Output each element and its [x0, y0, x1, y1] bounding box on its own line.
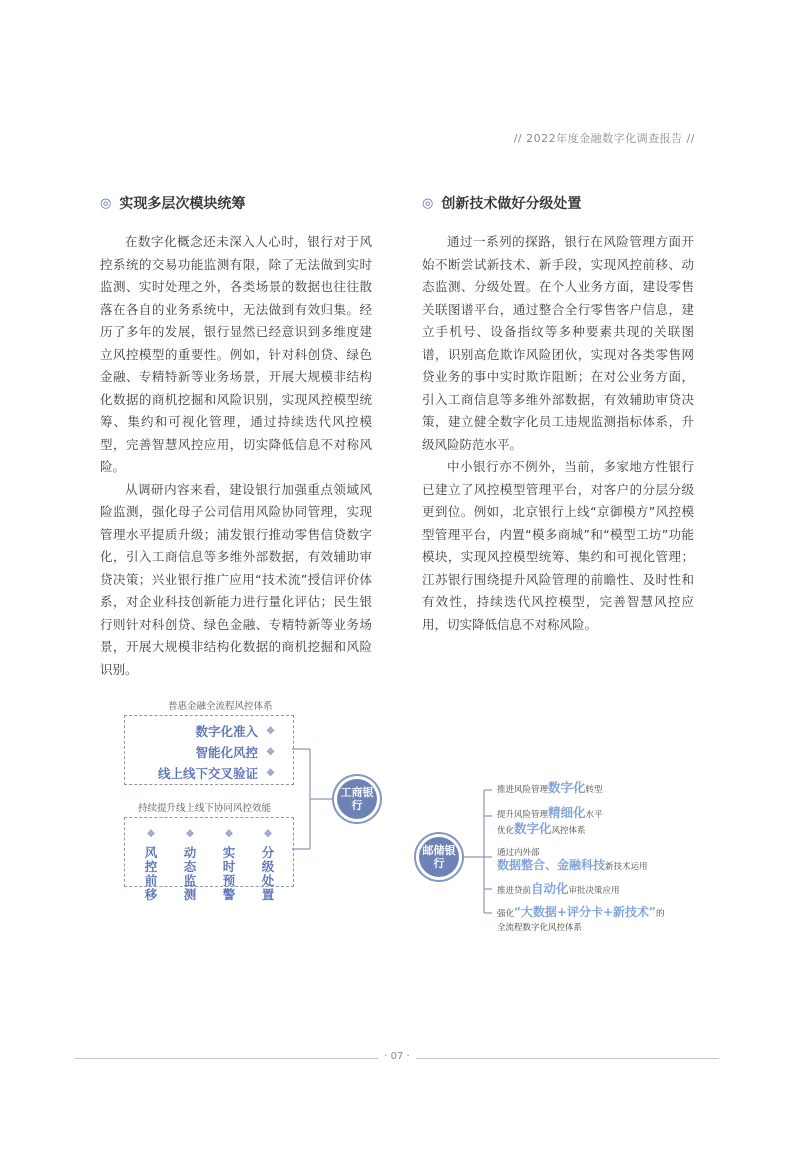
report-header: // 2022年度金融数字化调查报告 // — [513, 132, 695, 145]
footer-rule-right — [416, 1058, 719, 1059]
diamond-icon: ❖ — [224, 829, 234, 840]
psbc-item-3: 优化数字化风控体系 — [497, 821, 586, 836]
diamond-icon: ❖ — [263, 829, 273, 840]
icbc-top-label: 普惠金融全流程风控体系 — [168, 701, 273, 712]
psbc-item-8: 全流程数字化风控体系 — [497, 923, 583, 933]
psbc-item-2: 提升风险管理精细化水平 — [497, 805, 603, 820]
icbc-bottom-item-2: ❖ 动态监测 — [183, 829, 197, 902]
icbc-top-item-3: 线上线下交叉验证 ❖ — [158, 766, 275, 781]
left-paragraph-1: 在数字化概念还未深入人心时，银行对于风控系统的交易功能监测有限，除了无法做到实时监测、实时处理之外，各类场景的数据也往往散落在各自的业务系统中，无法做到有效归集。经历了多年的发展，银行显然已经意识到多维度建立风控模型的重要性。例如，针对科创贷、绿色金融、专精特新等业务场景，开展大规模非结构化数据的商机挖掘和风险识别，实现风控模型统筹、集约和可视化管理，通过持续迭代风控模型，完善智慧风控应用，切实降低信息不对称风险。 — [100, 234, 372, 474]
psbc-badge: 邮储银行 — [419, 837, 459, 877]
icbc-badge: 工商银行 — [337, 779, 377, 819]
icbc-top-box — [124, 715, 294, 785]
diamond-icon: ❖ — [266, 746, 275, 758]
icbc-bottom-item-4: ❖ 分级处置 — [261, 829, 275, 902]
page-number: · 07 · — [384, 1051, 410, 1062]
left-paragraph-2: 从调研内容来看，建设银行加强重点领域风险监测，强化母子公司信用风险协同管理，实现管理水平提质升级；浦发银行推动零售信贷数字化，引入工商信息等多维外部数据，有效辅助审贷决策；兴业银行推广应用“技术流”授信评价体系，对企业科技创新能力进行量化评估；民生银行则针对科创贷、绿色金融、专精特新等业务场景，开展大规模非结构化数据的商机挖掘和风险识别。 — [100, 481, 372, 677]
right-section-title: ◎ 创新技术做好分级处置 — [422, 195, 582, 212]
right-paragraph-1: 通过一系列的探路，银行在风险管理方面开始不断尝试新技术、新手段，实现风控前移、动态监测、分级处置。在个人业务方面，建设零售关联图谱平台，通过整合全行零售客户信息，建立手机号、设备指纹等多种要素共现的关联图谱，识别高危欺诈风险团伙，实现对各类零售网贷业务的事中实时欺诈阻断；在对公业务方面，引入工商信息等多维外部数据，有效辅助审贷决策，建立健全数字化员工违规监测指标体系，升级风险防范水平。 — [422, 234, 694, 452]
bullseye-icon: ◎ — [422, 195, 434, 211]
psbc-item-6: 推进贷前自动化审批决策应用 — [497, 881, 620, 896]
icbc-top-item-2: 智能化风控 ❖ — [195, 745, 275, 760]
icbc-bottom-label: 持续提升线上线下协同风控效能 — [138, 803, 272, 814]
footer-rule-left — [75, 1058, 378, 1059]
psbc-item-5: 数据整合、金融科技新技术运用 — [497, 858, 648, 872]
psbc-item-7: 强化“大数据+评分卡+新技术”的 — [497, 905, 665, 919]
psbc-item-1: 推进风险管理数字化转型 — [497, 780, 603, 795]
icbc-bottom-item-3: ❖ 实时预警 — [222, 829, 236, 902]
diamond-icon: ❖ — [266, 725, 275, 737]
left-section-title: ◎ 实现多层次模块统筹 — [100, 195, 246, 212]
icbc-bottom-item-1: ❖ 风控前移 — [144, 829, 158, 902]
icbc-bottom-box — [124, 817, 294, 902]
icbc-top-item-1: 数字化准入 ❖ — [195, 724, 275, 739]
right-paragraph-2: 中小银行亦不例外，当前，多家地方性银行已建立了风控模型管理平台，对客户的分层分级更到位。例如，北京银行上线“京御模方”风控模型管理平台，内置“模多商城”和“模型工坊”功能模块，实现风控模型统筹、集约和可视化管理；江苏银行围绕提升风险管理的前瞻性、及时性和有效性，持续迭代风控模型，完善智慧风控应用，切实降低信息不对称风险。 — [422, 459, 694, 632]
bullseye-icon: ◎ — [100, 195, 112, 211]
diamond-icon: ❖ — [185, 829, 195, 840]
diamond-icon: ❖ — [266, 767, 275, 779]
psbc-item-4: 通过内外部 — [497, 848, 540, 858]
diamond-icon: ❖ — [146, 829, 156, 840]
